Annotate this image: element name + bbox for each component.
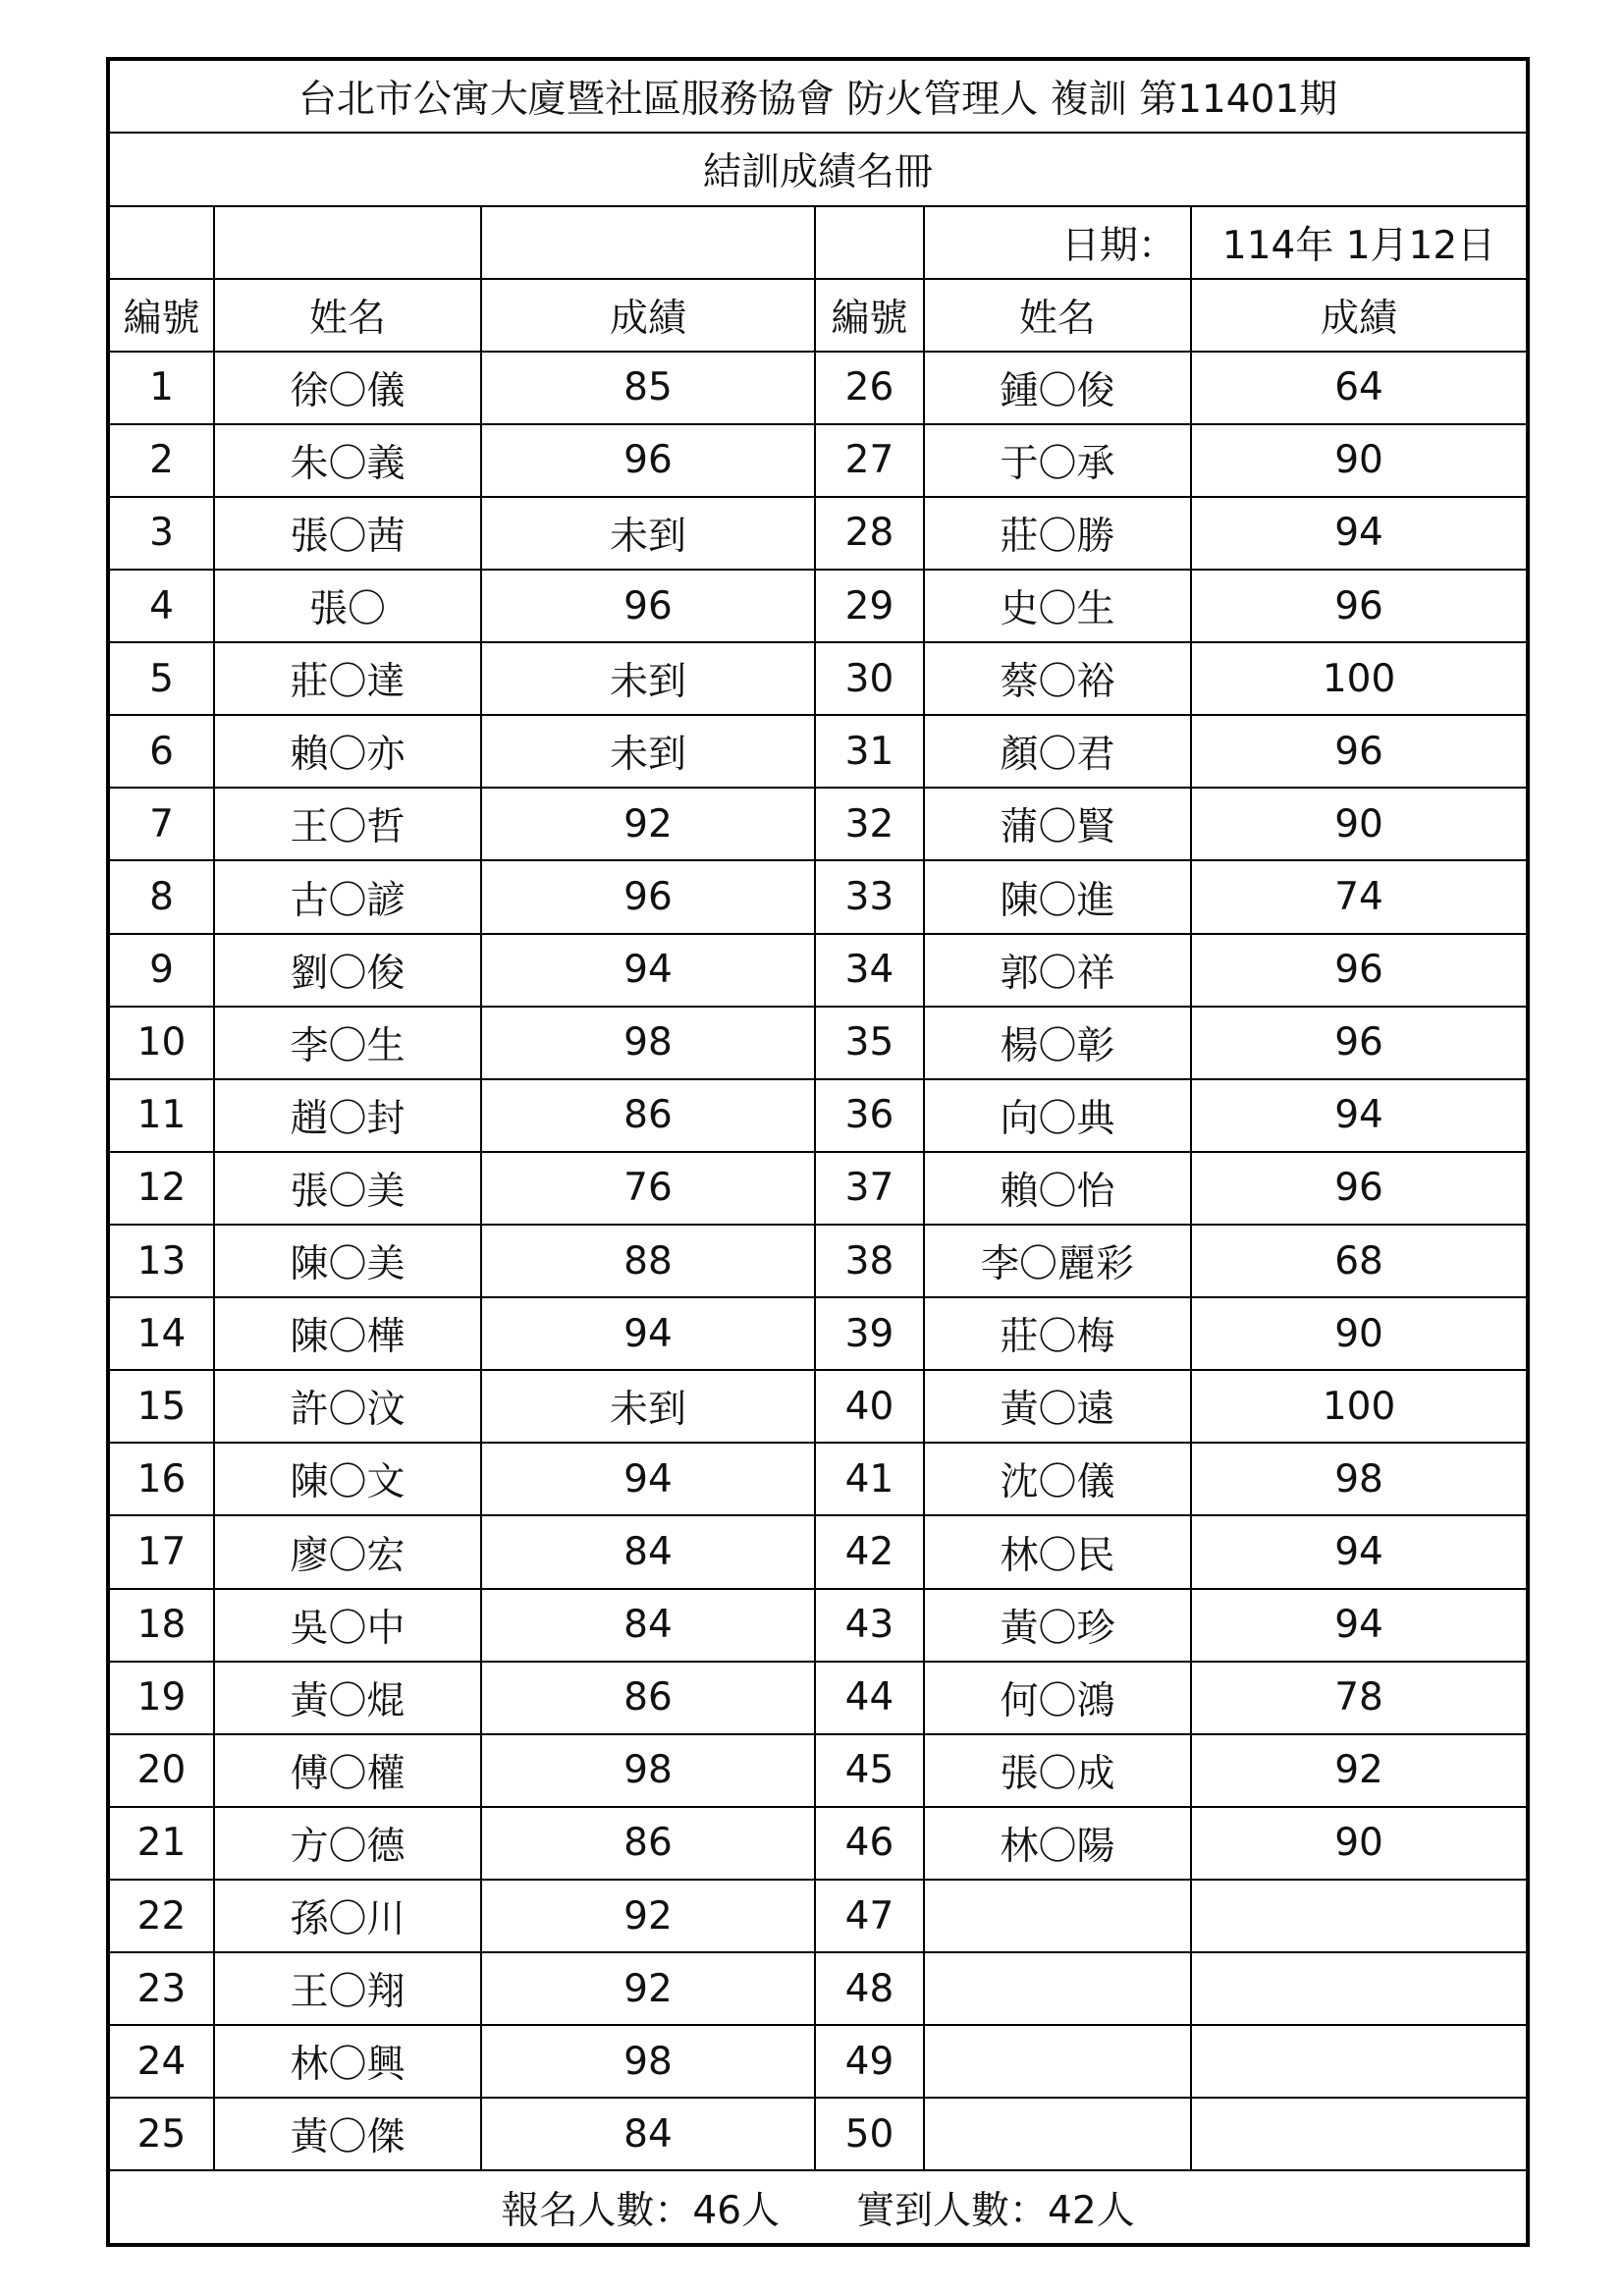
table-row: [108, 1370, 1528, 1443]
table-row: [108, 642, 1528, 715]
blank-cell: [481, 206, 815, 279]
right-no-cell: 27: [815, 424, 924, 497]
right-no-cell: 48: [815, 1952, 924, 2025]
right-no-cell: 32: [815, 788, 924, 860]
left-name-cell: 張〇茜: [214, 497, 481, 570]
right-score-cell: [1191, 2098, 1528, 2170]
left-no-cell: 8: [108, 860, 214, 933]
left-score-cell: 未到: [481, 497, 815, 570]
table-row: [108, 1662, 1528, 1734]
right-score-cell: 68: [1191, 1225, 1528, 1297]
left-no-cell: 5: [108, 642, 214, 715]
right-name-cell: 蔡〇裕: [924, 642, 1191, 715]
right-score-cell: 96: [1191, 1007, 1528, 1079]
left-name-cell: 傅〇權: [214, 1734, 481, 1807]
left-score-cell: 86: [481, 1079, 815, 1152]
left-no-cell: 23: [108, 1952, 214, 2025]
table-row: [108, 1443, 1528, 1515]
right-no-cell: 50: [815, 2098, 924, 2170]
left-name-cell: 賴〇亦: [214, 715, 481, 788]
left-name-cell: 朱〇義: [214, 424, 481, 497]
left-name-cell: 王〇哲: [214, 788, 481, 860]
right-score-cell: 96: [1191, 934, 1528, 1007]
left-score-cell: 92: [481, 1952, 815, 2025]
left-score-cell: 未到: [481, 1370, 815, 1443]
left-no-cell: 13: [108, 1225, 214, 1297]
right-no-cell: 35: [815, 1007, 924, 1079]
table-row: [108, 1225, 1528, 1297]
left-score-cell: 98: [481, 1734, 815, 1807]
table-row: [108, 1952, 1528, 2025]
right-score-cell: 96: [1191, 570, 1528, 642]
roster-table: [106, 57, 1530, 2247]
left-no-cell: 17: [108, 1515, 214, 1588]
left-name-cell: 許〇汶: [214, 1370, 481, 1443]
table-row: [108, 934, 1528, 1007]
left-score-cell: 未到: [481, 715, 815, 788]
date-label: 日期：: [924, 206, 1191, 279]
left-name-cell: 吳〇中: [214, 1589, 481, 1662]
right-name-cell: 林〇陽: [924, 1807, 1191, 1880]
left-name-cell: 陳〇美: [214, 1225, 481, 1297]
right-score-cell: 96: [1191, 1152, 1528, 1225]
right-no-cell: 40: [815, 1370, 924, 1443]
left-name-cell: 張〇美: [214, 1152, 481, 1225]
right-no-cell: 33: [815, 860, 924, 933]
right-name-cell: 莊〇梅: [924, 1297, 1191, 1370]
date-value: 114年 1月12日: [1191, 206, 1528, 279]
right-score-cell: 94: [1191, 1079, 1528, 1152]
header-name-left: 姓名: [214, 279, 481, 352]
right-name-cell: 張〇成: [924, 1734, 1191, 1807]
document-title: 台北市公寓大廈暨社區服務協會 防火管理人 複訓 第11401期: [108, 59, 1528, 133]
left-no-cell: 18: [108, 1589, 214, 1662]
right-name-cell: [924, 2098, 1191, 2170]
left-name-cell: 陳〇文: [214, 1443, 481, 1515]
right-score-cell: 64: [1191, 352, 1528, 424]
left-name-cell: 廖〇宏: [214, 1515, 481, 1588]
table-row: [108, 1734, 1528, 1807]
left-no-cell: 25: [108, 2098, 214, 2170]
right-name-cell: [924, 1880, 1191, 1952]
left-score-cell: 84: [481, 1589, 815, 1662]
right-name-cell: 黃〇遠: [924, 1370, 1191, 1443]
table-row: [108, 2025, 1528, 2098]
date-row: [108, 206, 1528, 279]
subtitle-row: [108, 133, 1528, 205]
left-no-cell: 24: [108, 2025, 214, 2098]
left-no-cell: 12: [108, 1152, 214, 1225]
right-no-cell: 38: [815, 1225, 924, 1297]
left-score-cell: 94: [481, 1297, 815, 1370]
left-score-cell: 86: [481, 1807, 815, 1880]
left-score-cell: 96: [481, 424, 815, 497]
table-row: [108, 1807, 1528, 1880]
left-no-cell: 10: [108, 1007, 214, 1079]
right-name-cell: 向〇典: [924, 1079, 1191, 1152]
left-score-cell: 86: [481, 1662, 815, 1734]
table-row: [108, 788, 1528, 860]
left-no-cell: 2: [108, 424, 214, 497]
left-name-cell: 林〇興: [214, 2025, 481, 2098]
table-row: [108, 1880, 1528, 1952]
right-no-cell: 39: [815, 1297, 924, 1370]
left-name-cell: 趙〇封: [214, 1079, 481, 1152]
right-no-cell: 29: [815, 570, 924, 642]
left-score-cell: 96: [481, 860, 815, 933]
right-name-cell: 顏〇君: [924, 715, 1191, 788]
left-no-cell: 4: [108, 570, 214, 642]
left-name-cell: 莊〇達: [214, 642, 481, 715]
right-no-cell: 26: [815, 352, 924, 424]
right-name-cell: 林〇民: [924, 1515, 1191, 1588]
right-no-cell: 37: [815, 1152, 924, 1225]
left-no-cell: 14: [108, 1297, 214, 1370]
left-score-cell: 96: [481, 570, 815, 642]
right-no-cell: 46: [815, 1807, 924, 1880]
right-score-cell: 92: [1191, 1734, 1528, 1807]
left-name-cell: 孫〇川: [214, 1880, 481, 1952]
right-no-cell: 34: [815, 934, 924, 1007]
header-no-right: 編號: [815, 279, 924, 352]
left-no-cell: 19: [108, 1662, 214, 1734]
left-no-cell: 1: [108, 352, 214, 424]
right-no-cell: 47: [815, 1880, 924, 1952]
header-name-right: 姓名: [924, 279, 1191, 352]
left-score-cell: 94: [481, 934, 815, 1007]
left-score-cell: 未到: [481, 642, 815, 715]
left-name-cell: 古〇諺: [214, 860, 481, 933]
left-score-cell: 88: [481, 1225, 815, 1297]
right-name-cell: 蒲〇賢: [924, 788, 1191, 860]
right-score-cell: 78: [1191, 1662, 1528, 1734]
right-name-cell: 賴〇怡: [924, 1152, 1191, 1225]
left-score-cell: 85: [481, 352, 815, 424]
left-no-cell: 11: [108, 1079, 214, 1152]
right-score-cell: 90: [1191, 788, 1528, 860]
table-row: [108, 860, 1528, 933]
right-no-cell: 30: [815, 642, 924, 715]
right-score-cell: 94: [1191, 497, 1528, 570]
left-name-cell: 張〇: [214, 570, 481, 642]
left-no-cell: 15: [108, 1370, 214, 1443]
right-name-cell: [924, 1952, 1191, 2025]
left-no-cell: 21: [108, 1807, 214, 1880]
attendance-summary: 報名人數：46人 實到人數：42人: [108, 2170, 1528, 2245]
right-no-cell: 31: [815, 715, 924, 788]
title-row: [108, 59, 1528, 133]
blank-cell: [108, 206, 214, 279]
left-name-cell: 方〇德: [214, 1807, 481, 1880]
left-no-cell: 9: [108, 934, 214, 1007]
right-no-cell: 45: [815, 1734, 924, 1807]
left-no-cell: 16: [108, 1443, 214, 1515]
right-name-cell: 何〇鴻: [924, 1662, 1191, 1734]
right-no-cell: 49: [815, 2025, 924, 2098]
table-row: [108, 497, 1528, 570]
table-row: [108, 1007, 1528, 1079]
right-score-cell: 94: [1191, 1589, 1528, 1662]
left-score-cell: 98: [481, 1007, 815, 1079]
right-score-cell: 96: [1191, 715, 1528, 788]
table-row: [108, 1152, 1528, 1225]
left-no-cell: 3: [108, 497, 214, 570]
left-name-cell: 王〇翔: [214, 1952, 481, 2025]
left-name-cell: 李〇生: [214, 1007, 481, 1079]
left-name-cell: 黃〇傑: [214, 2098, 481, 2170]
right-name-cell: 莊〇勝: [924, 497, 1191, 570]
footer-row: [108, 2170, 1528, 2245]
left-name-cell: 黃〇焜: [214, 1662, 481, 1734]
left-score-cell: 92: [481, 1880, 815, 1952]
table-row: [108, 1297, 1528, 1370]
right-name-cell: 郭〇祥: [924, 934, 1191, 1007]
right-score-cell: 100: [1191, 642, 1528, 715]
left-no-cell: 7: [108, 788, 214, 860]
left-no-cell: 20: [108, 1734, 214, 1807]
right-name-cell: [924, 2025, 1191, 2098]
left-score-cell: 94: [481, 1443, 815, 1515]
right-score-cell: [1191, 1880, 1528, 1952]
table-row: [108, 1515, 1528, 1588]
left-score-cell: 84: [481, 2098, 815, 2170]
table-row: [108, 570, 1528, 642]
right-name-cell: 陳〇進: [924, 860, 1191, 933]
right-score-cell: 90: [1191, 424, 1528, 497]
right-name-cell: 史〇生: [924, 570, 1191, 642]
right-no-cell: 42: [815, 1515, 924, 1588]
right-score-cell: 98: [1191, 1443, 1528, 1515]
left-score-cell: 84: [481, 1515, 815, 1588]
right-score-cell: 94: [1191, 1515, 1528, 1588]
right-no-cell: 43: [815, 1589, 924, 1662]
right-name-cell: 黃〇珍: [924, 1589, 1191, 1662]
right-no-cell: 28: [815, 497, 924, 570]
table-row: [108, 2098, 1528, 2170]
right-name-cell: 沈〇儀: [924, 1443, 1191, 1515]
right-name-cell: 楊〇彰: [924, 1007, 1191, 1079]
table-row: [108, 352, 1528, 424]
left-name-cell: 陳〇樺: [214, 1297, 481, 1370]
header-row: [108, 279, 1528, 352]
header-score-left: 成績: [481, 279, 815, 352]
left-score-cell: 98: [481, 2025, 815, 2098]
right-name-cell: 于〇承: [924, 424, 1191, 497]
left-score-cell: 76: [481, 1152, 815, 1225]
document-subtitle: 結訓成績名冊: [108, 133, 1528, 205]
right-no-cell: 44: [815, 1662, 924, 1734]
right-score-cell: 74: [1191, 860, 1528, 933]
left-name-cell: 徐〇儀: [214, 352, 481, 424]
right-score-cell: [1191, 1952, 1528, 2025]
blank-cell: [214, 206, 481, 279]
right-score-cell: 90: [1191, 1807, 1528, 1880]
left-name-cell: 劉〇俊: [214, 934, 481, 1007]
table-row: [108, 715, 1528, 788]
header-no-left: 編號: [108, 279, 214, 352]
right-no-cell: 41: [815, 1443, 924, 1515]
right-score-cell: 90: [1191, 1297, 1528, 1370]
table-row: [108, 424, 1528, 497]
header-score-right: 成績: [1191, 279, 1528, 352]
table-row: [108, 1079, 1528, 1152]
right-name-cell: 鍾〇俊: [924, 352, 1191, 424]
left-score-cell: 92: [481, 788, 815, 860]
left-no-cell: 22: [108, 1880, 214, 1952]
blank-cell: [815, 206, 924, 279]
right-score-cell: [1191, 2025, 1528, 2098]
right-name-cell: 李〇麗彩: [924, 1225, 1191, 1297]
right-no-cell: 36: [815, 1079, 924, 1152]
table-row: [108, 1589, 1528, 1662]
left-no-cell: 6: [108, 715, 214, 788]
right-score-cell: 100: [1191, 1370, 1528, 1443]
